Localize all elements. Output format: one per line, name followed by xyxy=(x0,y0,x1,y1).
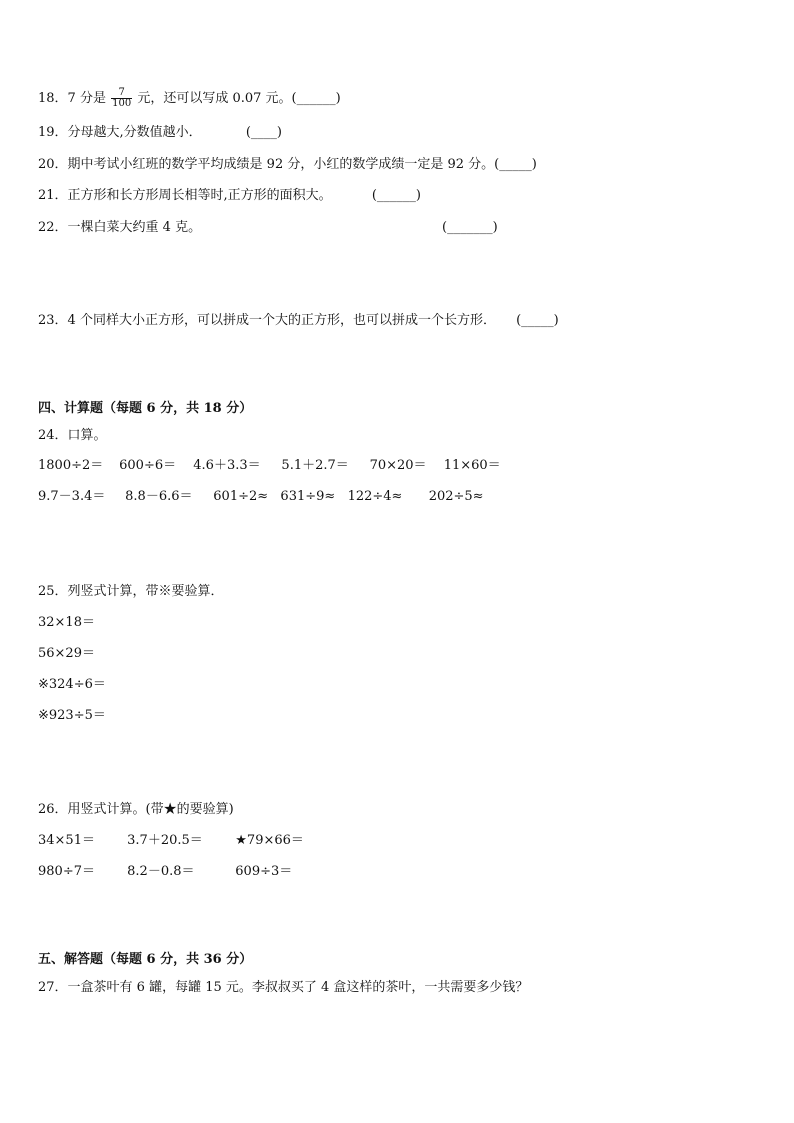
q26-row-2 xyxy=(38,863,292,881)
question-25-title: 25．列竖式计算，带※要验算． xyxy=(38,584,224,599)
question-24-title: 24．口算。 xyxy=(38,428,107,443)
q25-item-1: 32×18＝ xyxy=(38,615,95,630)
answer-blank: (______) xyxy=(371,188,421,203)
question-18-suffix: 元，还可以写成 0.07 元。(______) xyxy=(137,91,341,106)
calc-item: 202÷5≈ xyxy=(428,489,484,504)
calc-item: 1800÷2＝ xyxy=(38,458,104,473)
answer-blank-22: (_______) xyxy=(442,220,498,235)
calc-item: 980÷7＝ xyxy=(38,864,95,879)
question-21 xyxy=(38,187,421,205)
calc-item: 8.2－0.8＝ xyxy=(127,864,195,879)
question-20-text: 20．期中考试小红班的数学平均成绩是 92 分，小红的数学成绩一定是 92 分。(_____) xyxy=(38,157,537,172)
calc-item: 4.6＋3.3＝ xyxy=(193,458,261,473)
q24-row-1 xyxy=(38,457,501,475)
question-22-text: 22．一棵白菜大约重 4 克。 xyxy=(38,220,202,235)
q24-row-2 xyxy=(38,488,484,506)
calc-item: 631÷9≈ xyxy=(280,489,336,504)
question-26-title: 26．用竖式计算。(带★的要验算) xyxy=(38,802,234,817)
answer-blank: (____) xyxy=(245,125,282,140)
fraction xyxy=(111,88,132,109)
question-21-text: 21．正方形和长方形周长相等时,正方形的面积大。 xyxy=(38,188,332,203)
question-19-text: 19．分母越大,分数值越小． xyxy=(38,125,202,140)
calc-item: 9.7－3.4＝ xyxy=(38,489,106,504)
calc-item: 34×51＝ xyxy=(38,833,95,848)
calc-item: 11×60＝ xyxy=(443,458,501,473)
question-18-prefix: 18．7 分是 xyxy=(38,91,106,106)
fraction-numerator: 7 xyxy=(111,88,132,99)
question-23-text: 23．4 个同样大小正方形，可以拼成一个大的正方形，也可以拼成一个长方形． xyxy=(38,313,496,328)
calc-item: ★79×66＝ xyxy=(235,833,304,848)
calc-item: 601÷2≈ xyxy=(213,489,269,504)
q26-row-1 xyxy=(38,832,304,850)
fraction-denominator: 100 xyxy=(112,98,132,109)
section-5-title: 五、解答题（每题 6 分，共 36 分） xyxy=(38,952,253,967)
calc-item: 8.8－6.6＝ xyxy=(125,489,193,504)
calc-item: 600÷6＝ xyxy=(119,458,177,473)
question-18 xyxy=(38,88,341,109)
calc-item: 122÷4≈ xyxy=(347,489,403,504)
question-22 xyxy=(38,219,201,237)
question-27: 27．一盒茶叶有 6 罐，每罐 15 元。李叔叔买了 4 盒这样的茶叶，一共需要多少钱？ xyxy=(38,980,529,995)
calc-item: 5.1＋2.7＝ xyxy=(281,458,349,473)
calc-item: 609÷3＝ xyxy=(235,864,293,879)
calc-item: 3.7＋20.5＝ xyxy=(127,833,203,848)
question-19 xyxy=(38,124,282,142)
calc-item: 70×20＝ xyxy=(369,458,427,473)
q25-item-2: 56×29＝ xyxy=(38,646,95,661)
question-20 xyxy=(38,156,537,174)
q25-item-4: ※923÷5＝ xyxy=(38,708,106,723)
section-4-title: 四、计算题（每题 6 分，共 18 分） xyxy=(38,401,253,416)
q25-item-3: ※324÷6＝ xyxy=(38,677,106,692)
answer-blank: (_____) xyxy=(516,313,559,328)
question-23 xyxy=(38,312,559,330)
